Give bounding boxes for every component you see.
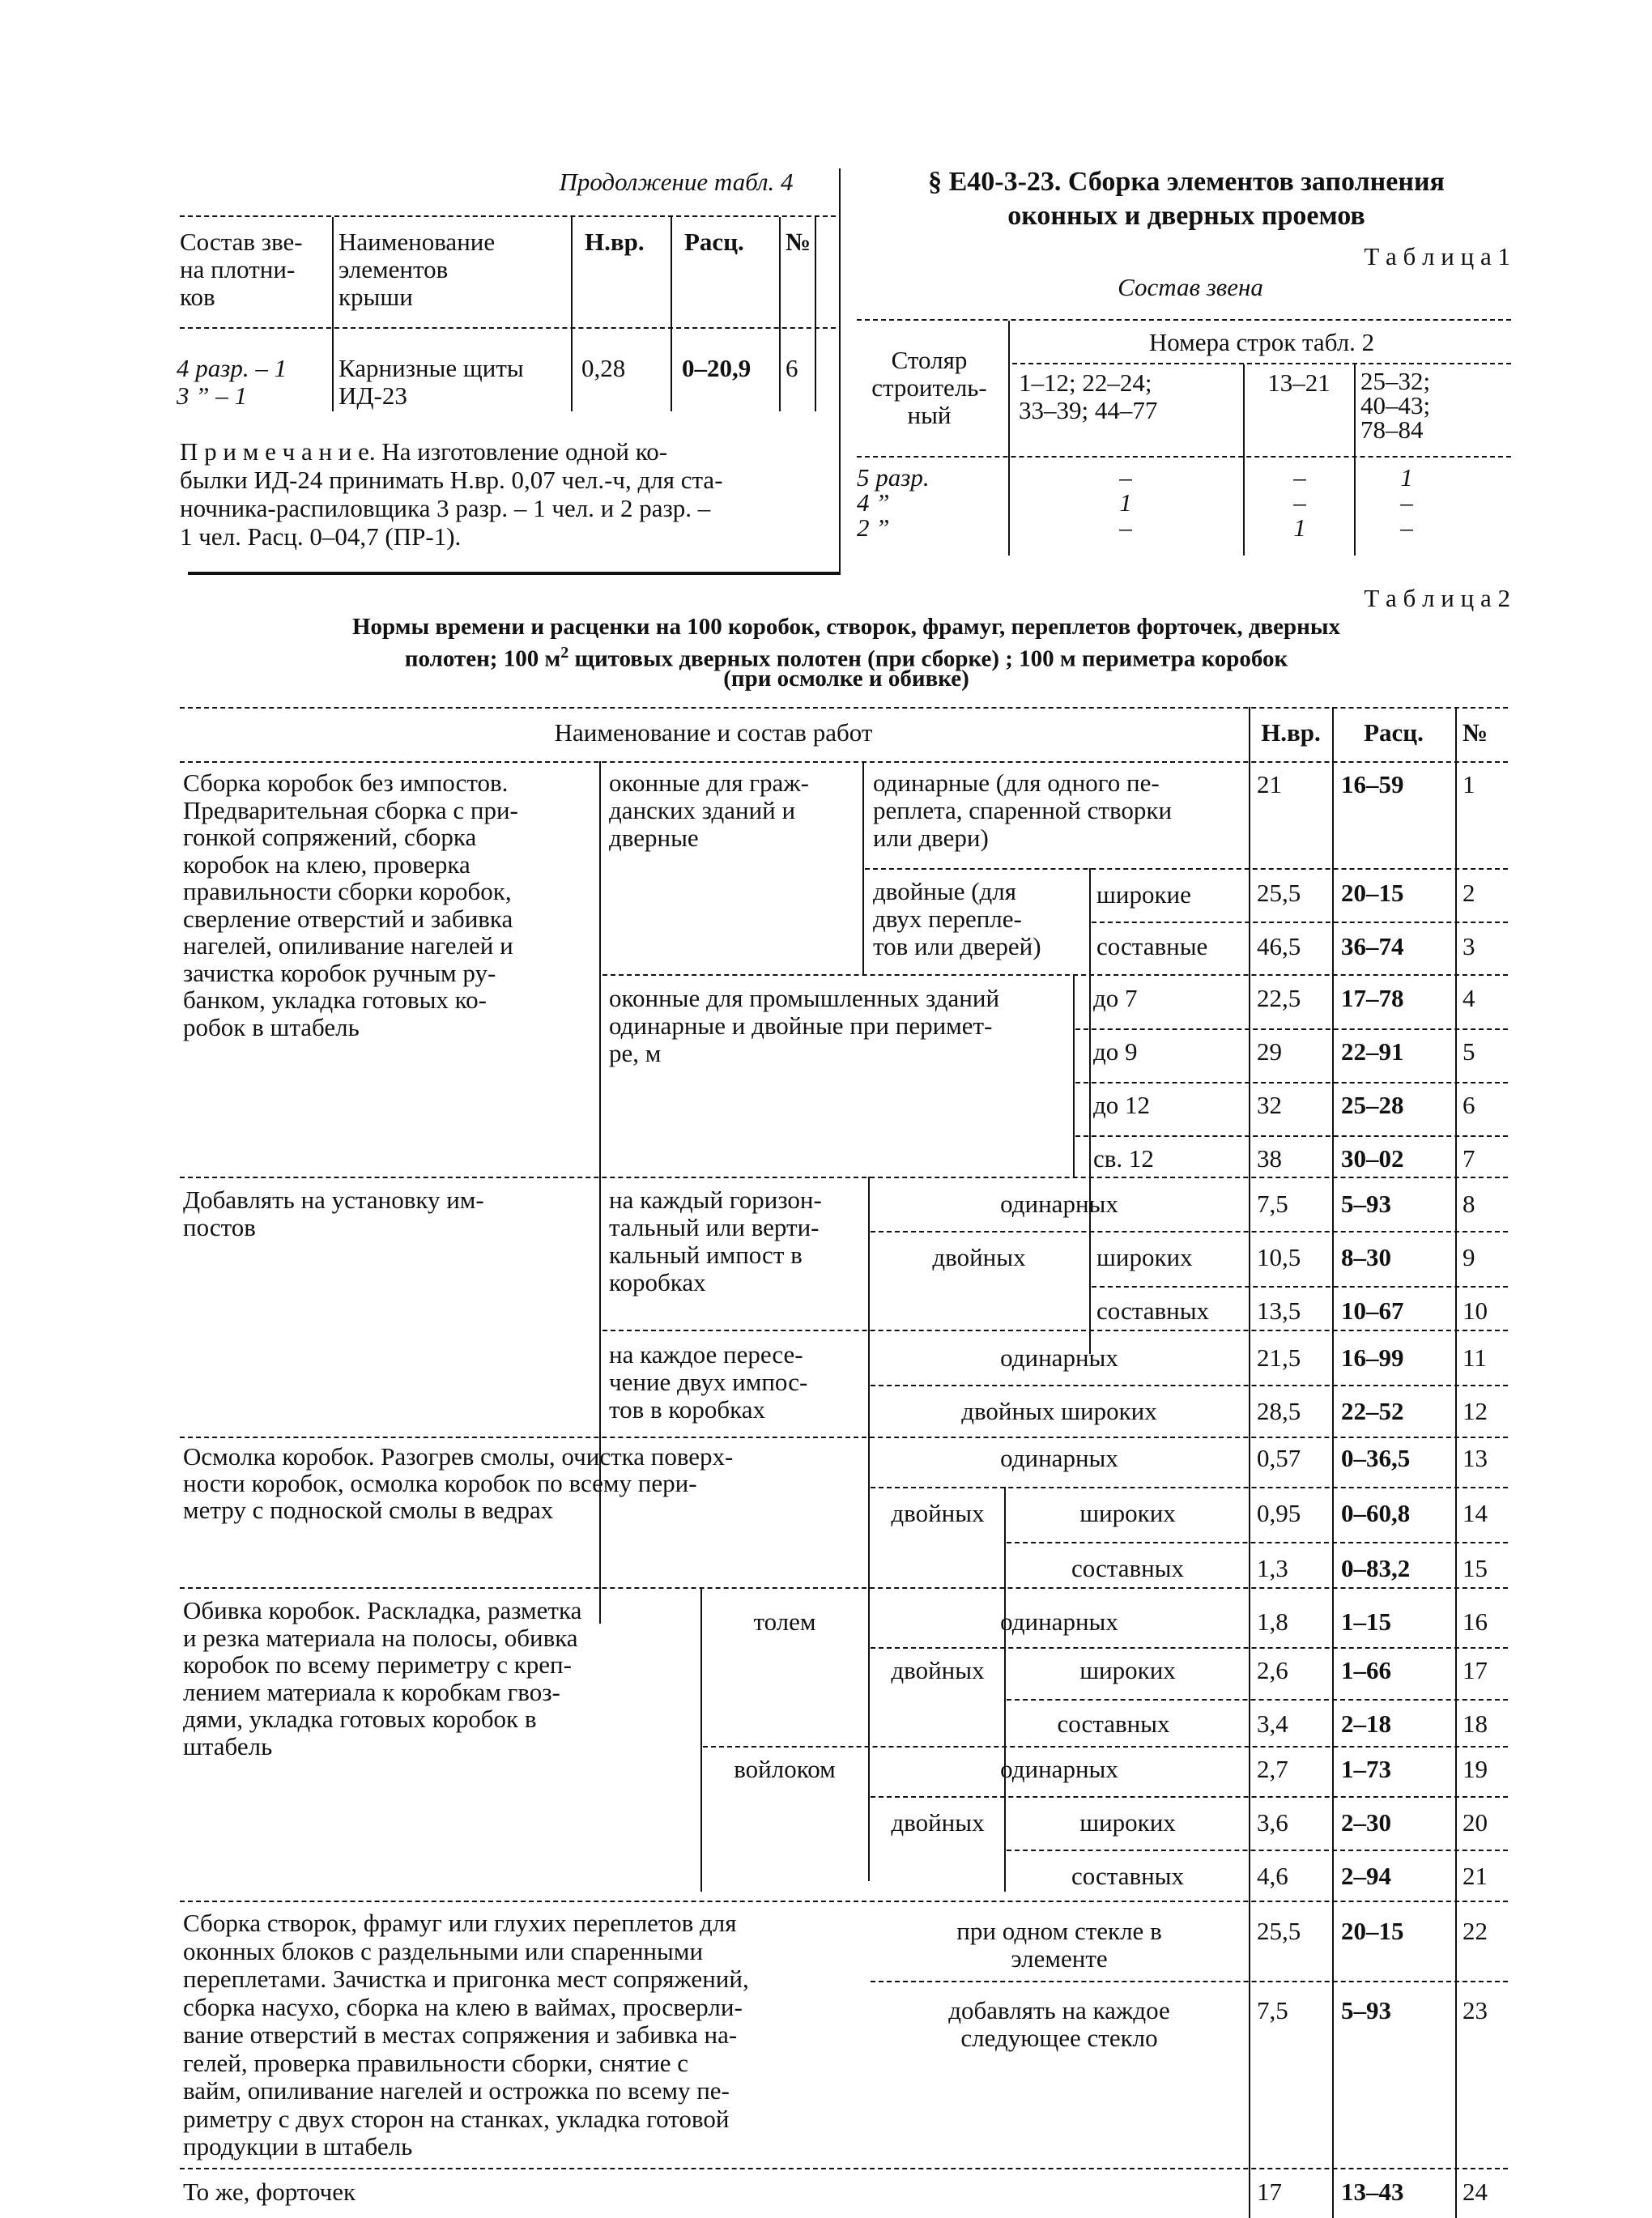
desc-assembly-frames: Сборка коробок без импостов. Предварительная сборка с при- гонкой сопряжений, сборка коробок на клею, проверка правильности сборки коробок, сверление отверстий и забивка нагелей, опиливание нагелей и зачистка коробок ручным ру- банком, укладка готовых ко- робок в штабель xyxy=(183,768,518,1041)
row-18-rasc: 2–18 xyxy=(1341,1709,1391,1738)
row-23-rasc: 5–93 xyxy=(1341,1996,1391,2024)
row-3-rasc: 36–74 xyxy=(1341,932,1404,960)
desc-sashes: Сборка створок, фрамуг или глухих переплетов для оконных блоков с раздельными или спаренными переплетами. Зачистка и пригонка мест сопряжений, сборка насухо, сборка на клею в ваймах, просверли- вание отверстий в местах сопряжения и забивка на- гелей, проверка правильности сборки, снятие с вайм, опиливание нагелей и острожка по всему пе- риметру с двух сторон на станках, укладка готовой продукции в штабель xyxy=(183,1909,749,2161)
row-4-rasc: 17–78 xyxy=(1341,984,1404,1012)
row-23-nvr: 7,5 xyxy=(1257,1996,1288,2024)
row-2-no: 2 xyxy=(1463,879,1475,907)
row-14-no: 14 xyxy=(1463,1499,1488,1527)
row-22-no: 22 xyxy=(1463,1917,1488,1945)
impost-double-label: двойных xyxy=(932,1243,1026,1271)
row-11-rasc: 16–99 xyxy=(1341,1343,1404,1372)
row-19-no: 19 xyxy=(1463,1755,1488,1783)
windows-civil-label: оконные для граж- данских зданий и дверные xyxy=(609,768,809,852)
table1-col-2-values: – – 1 xyxy=(1293,463,1306,542)
row-10-rasc: 10–67 xyxy=(1341,1296,1404,1325)
row-4-no: 4 xyxy=(1463,984,1475,1012)
col-no-border xyxy=(1455,707,1457,2218)
row-12-no: 12 xyxy=(1463,1397,1488,1425)
table4-header-rasc: Расц. xyxy=(684,228,744,256)
row-8-rasc: 5–93 xyxy=(1341,1190,1391,1218)
row-22-nvr: 25,5 xyxy=(1257,1917,1301,1945)
row-2-nvr: 25,5 xyxy=(1257,879,1301,907)
row-1-no: 1 xyxy=(1463,770,1475,798)
upto12-label: до 12 xyxy=(1093,1091,1151,1119)
table1-label: Т а б л и ц а 1 xyxy=(1364,242,1510,270)
table2-header-name: Наименование и состав работ xyxy=(554,718,873,747)
tol-composite-label: составных xyxy=(1057,1709,1170,1738)
row-17-nvr: 2,6 xyxy=(1257,1656,1288,1684)
table2-header-rasc: Расц. xyxy=(1364,718,1424,747)
row-21-rasc: 2–94 xyxy=(1341,1862,1391,1890)
desc-vents: То же, форточек xyxy=(183,2178,356,2206)
row-17-rasc: 1–66 xyxy=(1341,1656,1391,1684)
row-14-nvr: 0,95 xyxy=(1257,1499,1301,1527)
table1-grades: 5 разр. 4 ” 2 ” xyxy=(857,463,930,542)
row-13-no: 13 xyxy=(1463,1444,1488,1472)
desc-upholstery: Обивка коробок. Раскладка, разметка и резка материала на полосы, обивка коробок по всему периметру с креп- лением материала к коробкам гвоз- дями, укладка готовых коробок в штабель xyxy=(183,1596,582,1760)
table1-col-1-header: 1–12; 22–24; 33–39; 44–77 xyxy=(1019,368,1158,424)
table2-header-nvr: Н.вр. xyxy=(1261,718,1321,747)
row-3-no: 3 xyxy=(1463,932,1475,960)
col-nvr-border xyxy=(1249,707,1250,2218)
double-label: двойные (для двух переплe- тов или дверей) xyxy=(873,877,1041,960)
row-9-no: 9 xyxy=(1463,1243,1475,1271)
table4-row-crew: 4 разр. – 1 3 ” – 1 xyxy=(177,354,287,410)
table4-header-no: № xyxy=(786,228,811,256)
row-7-rasc: 30–02 xyxy=(1341,1144,1404,1173)
table1-row-header: Столяр строитель- ный xyxy=(871,346,987,429)
row-5-nvr: 29 xyxy=(1257,1037,1282,1066)
table1-col-2-header: 13–21 xyxy=(1267,368,1331,397)
tar-wide-label: широких xyxy=(1079,1499,1176,1527)
tar-double-label: двойных xyxy=(891,1499,985,1527)
tol-double-label: двойных xyxy=(891,1656,985,1684)
table1-col-3-values: 1 – – xyxy=(1400,463,1413,542)
table4-row-no: 6 xyxy=(786,354,798,382)
tol-wide-label: широких xyxy=(1079,1656,1176,1684)
col-rasc-border xyxy=(1332,707,1334,2218)
table4-header-name: Наименование элементов крыши xyxy=(338,228,496,311)
row-1-rasc: 16–59 xyxy=(1341,770,1404,798)
row-6-rasc: 25–28 xyxy=(1341,1091,1404,1119)
table1-top-rule xyxy=(857,319,1511,321)
table4-row-nvr: 0,28 xyxy=(581,354,626,382)
row-21-no: 21 xyxy=(1463,1862,1488,1890)
row-14-rasc: 0–60,8 xyxy=(1341,1499,1411,1527)
row-19-rasc: 1–73 xyxy=(1341,1755,1391,1783)
row-5-no: 5 xyxy=(1463,1037,1475,1066)
tar-single-label: одинарных xyxy=(1000,1444,1118,1472)
row-7-nvr: 38 xyxy=(1257,1144,1282,1173)
left-block-right-border xyxy=(839,168,841,573)
row-18-no: 18 xyxy=(1463,1709,1488,1738)
row-6-nvr: 32 xyxy=(1257,1091,1282,1119)
row-5-rasc: 22–91 xyxy=(1341,1037,1404,1066)
tol-label: толем xyxy=(753,1607,816,1636)
table4-note: П р и м е ч а н и е. На изготовление одной ко- былки ИД-24 принимать Н.вр. 0,07 чел.-ч, для ста- ночника-распиловщика 3 разр. – 1 чел. и 2 разр. – 1 чел. Расц. 0–04,7 (ПР-1). xyxy=(180,437,723,551)
row-13-rasc: 0–36,5 xyxy=(1341,1444,1411,1472)
table2-label: Т а б л и ц а 2 xyxy=(1364,584,1510,612)
felt-single-label: одинарных xyxy=(1000,1755,1118,1783)
table1-col-3-header: 25–32; 40–43; 78–84 xyxy=(1360,367,1431,444)
over12-label: св. 12 xyxy=(1093,1144,1154,1173)
table4-header-nvr: Н.вр. xyxy=(585,228,645,256)
table1-col-1-values: – 1 – xyxy=(1119,463,1132,542)
cross-double-wide-label: двойных широких xyxy=(961,1397,1157,1425)
table2-title-line3: (при осмолке и обивке) xyxy=(723,666,969,692)
one-glass-label: при одном стекле в элементе xyxy=(956,1917,1162,1973)
row-23-no: 23 xyxy=(1463,1996,1488,2024)
impost-wide-label: широких xyxy=(1096,1243,1193,1271)
row-15-nvr: 1,3 xyxy=(1257,1554,1288,1582)
table1-subtitle: Состав звена xyxy=(1118,273,1263,301)
felt-wide-label: широких xyxy=(1079,1808,1176,1837)
row-9-rasc: 8–30 xyxy=(1341,1243,1391,1271)
row-16-no: 16 xyxy=(1463,1607,1488,1636)
row-17-no: 17 xyxy=(1463,1656,1488,1684)
row-8-nvr: 7,5 xyxy=(1257,1190,1288,1218)
row-7-no: 7 xyxy=(1463,1144,1475,1173)
row-18-nvr: 3,4 xyxy=(1257,1709,1288,1738)
table2-title-line2: полотен; 100 $м^2$ щитовых дверных полотен (при сборке) ; 100 м периметра коробок xyxy=(404,644,1288,672)
row-11-nvr: 21,5 xyxy=(1257,1343,1301,1372)
row-6-no: 6 xyxy=(1463,1091,1475,1119)
desc-tarring: Осмолка коробок. Разогрев смолы, очистка поверх- ности коробок, осмолка коробок по всему пери- метру с подноской смолы в ведрах xyxy=(183,1442,734,1524)
row-16-rasc: 1–15 xyxy=(1341,1607,1391,1636)
felt-label: войлоком xyxy=(734,1755,836,1783)
section-title: § Е40-3-23. Сборка элементов заполнения оконных и дверных проемов xyxy=(928,167,1445,231)
row-19-nvr: 2,7 xyxy=(1257,1755,1288,1783)
table1-group-header: Номера строк табл. 2 xyxy=(1148,328,1375,356)
row-20-no: 20 xyxy=(1463,1808,1488,1837)
table2-title-line1: Нормы времени и расценки на 100 коробок, створок, фрамуг, переплетов форточек, дверных xyxy=(351,614,1341,640)
row-24-nvr: 17 xyxy=(1257,2178,1282,2206)
row-24-rasc: 13–43 xyxy=(1341,2178,1404,2206)
table4-row-rasc: 0–20,9 xyxy=(682,354,751,382)
row-21-nvr: 4,6 xyxy=(1257,1862,1288,1890)
each-cross-label: на каждое пересе- чение двух импос- тов в коробках xyxy=(609,1340,808,1424)
cross-single-label: одинарных xyxy=(1000,1343,1118,1372)
row-15-rasc: 0–83,2 xyxy=(1341,1554,1411,1582)
row-20-nvr: 3,6 xyxy=(1257,1808,1288,1837)
felt-double-label: двойных xyxy=(891,1808,985,1837)
industrial-label: оконные для промышленных зданий одинарные и двойные при перимет- ре, м xyxy=(609,984,1000,1067)
left-block-bottom-border xyxy=(188,572,841,575)
table2-top-rule xyxy=(180,707,1508,709)
row-10-nvr: 13,5 xyxy=(1257,1296,1301,1325)
wide-label: широкие xyxy=(1096,880,1191,909)
row-15-no: 15 xyxy=(1463,1554,1488,1582)
upto7-label: до 7 xyxy=(1093,984,1138,1012)
upto9-label: до 9 xyxy=(1093,1037,1138,1066)
row-3-nvr: 46,5 xyxy=(1257,932,1301,960)
row-24-no: 24 xyxy=(1463,2178,1488,2206)
row-13-nvr: 0,57 xyxy=(1257,1444,1301,1472)
tol-single-label: одинарных xyxy=(1000,1607,1118,1636)
row-8-no: 8 xyxy=(1463,1190,1475,1218)
table4-row-name: Карнизные щиты ИД-23 xyxy=(338,354,524,410)
table4-top-rule xyxy=(180,215,836,217)
row-20-rasc: 2–30 xyxy=(1341,1808,1391,1837)
table2-header-no: № xyxy=(1463,718,1488,747)
row-11-no: 11 xyxy=(1463,1343,1487,1372)
row-22-rasc: 20–15 xyxy=(1341,1917,1404,1945)
each-next-glass-label: добавлять на каждое следующее стекло xyxy=(948,1996,1170,2052)
composite-label: составные xyxy=(1096,932,1208,960)
felt-composite-label: составных xyxy=(1071,1862,1185,1890)
table4-header-crew: Состав зве- на плотни- ков xyxy=(180,228,303,311)
each-impost-label: на каждый горизон- тальный или верти- кальный импост в коробках xyxy=(609,1186,822,1296)
row-1-nvr: 21 xyxy=(1257,770,1282,798)
row-16-nvr: 1,8 xyxy=(1257,1607,1288,1636)
row-12-nvr: 28,5 xyxy=(1257,1397,1301,1425)
row-12-rasc: 22–52 xyxy=(1341,1397,1404,1425)
tar-composite-label: составных xyxy=(1071,1554,1185,1582)
single-label: одинарные (для одного пе- реплета, спаренной створки или двери) xyxy=(873,768,1173,852)
impost-single-label: одинарных xyxy=(1000,1190,1118,1218)
table4-caption: Продолжение табл. 4 xyxy=(559,168,794,196)
row-4-nvr: 22,5 xyxy=(1257,984,1301,1012)
row-2-rasc: 20–15 xyxy=(1341,879,1404,907)
row-9-nvr: 10,5 xyxy=(1257,1243,1301,1271)
row-10-no: 10 xyxy=(1463,1296,1488,1325)
impost-composite-label: составных xyxy=(1096,1296,1210,1325)
desc-add-imposts: Добавлять на установку им- постов xyxy=(183,1186,484,1241)
